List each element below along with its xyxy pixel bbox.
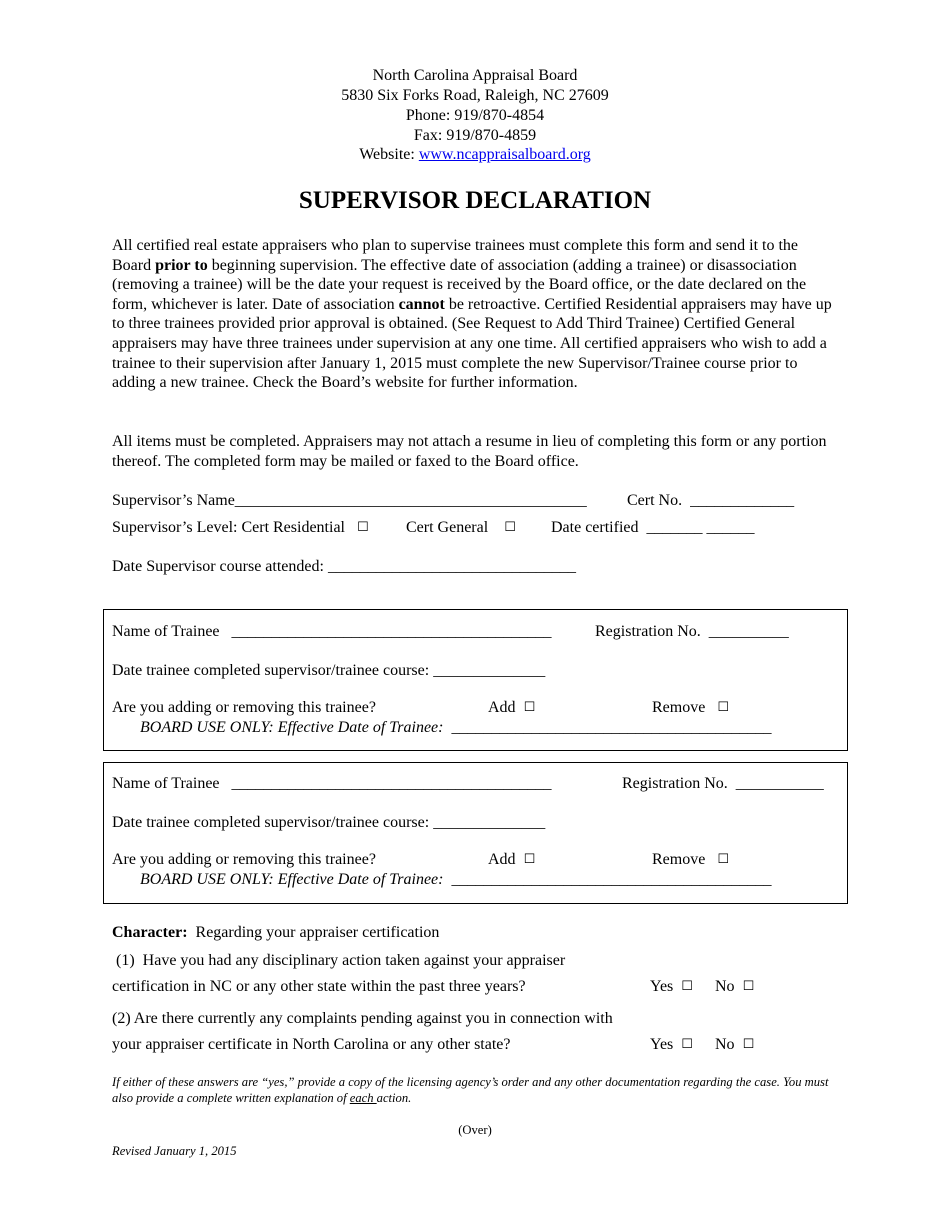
date-certified-label: Date certified <box>551 519 639 536</box>
board-use-label: BOARD USE ONLY: Effective Date of Trainee: <box>140 719 444 736</box>
note-text-1: If either of these answers are “yes,” provide a copy of the licensing agency’s order and any other documentation regarding the case. You must also provide a complete written explanation of <box>112 1075 829 1105</box>
question-1-yes-option[interactable] <box>650 977 693 997</box>
trainee-course-label: Date trainee completed supervisor/trainee course: <box>112 662 430 679</box>
question-2-yes-option[interactable] <box>650 1035 693 1055</box>
cert-residential-checkbox[interactable]: ☐ <box>357 520 369 535</box>
org-name: North Carolina Appraisal Board <box>372 67 578 84</box>
org-phone: Phone: 919/870-4854 <box>405 107 545 124</box>
supervisor-course-blank[interactable]: _______________________________ <box>327 558 576 575</box>
revised-date: Revised January 1, 2015 <box>112 1144 237 1158</box>
cert-general-label: Cert General <box>406 519 489 536</box>
trainee-2-remove-option[interactable] <box>652 850 729 870</box>
trainee-1-board-use <box>140 718 771 737</box>
question-2-line-1: (2) Are there currently any complaints pending against you in connection with <box>112 1010 613 1027</box>
character-label: Character: <box>112 924 188 941</box>
cert-residential-label: Supervisor’s Level: Cert Residential <box>112 519 345 536</box>
registration-label: Registration No. <box>595 623 701 640</box>
trainee-1-name-field[interactable] <box>112 622 552 641</box>
yes-answer-note <box>112 1074 836 1106</box>
remove-checkbox[interactable]: ☐ <box>717 700 729 715</box>
trainee-1-question: Are you adding or removing this trainee? <box>112 699 376 716</box>
cert-general-checkbox[interactable]: ☐ <box>504 520 516 535</box>
board-use-label: BOARD USE ONLY: Effective Date of Trainee: <box>140 871 444 888</box>
intro-text-3: be retroactive. Certified Residential appraisers may have up to three trainees provided prior approval is obtained. (See Request to Add Third Trainee) Certified General appraisers may have three trainees under supervision at any one time. All certified appraisers who wish to add a trainee to their supervision after January 1, 2015 must complete the new Supervisor/Trainee course prior to adding a new trainee. Check the Board’s website for further information. <box>112 295 832 392</box>
question-2-no-option[interactable] <box>715 1035 754 1055</box>
add-checkbox[interactable]: ☐ <box>523 700 536 715</box>
trainee-name-label: Name of Trainee <box>112 775 220 792</box>
trainee-name-label: Name of Trainee <box>112 623 220 640</box>
question-2-line-2: your appraiser certificate in North Carolina or any other state? <box>112 1036 511 1053</box>
website-link[interactable]: www.ncappraisalboard.org <box>418 146 591 163</box>
no-label: No <box>715 978 735 995</box>
trainee-course-blank[interactable]: ______________ <box>433 814 546 831</box>
supervisor-course-label: Date Supervisor course attended: <box>112 558 324 575</box>
supervisor-name-field[interactable] <box>112 491 587 510</box>
over-label: (Over) <box>458 1123 492 1137</box>
intro-paragraph <box>112 236 832 393</box>
supervisor-name-label: Supervisor’s Name <box>112 492 235 509</box>
intro-text-1: All certified real estate appraisers who plan to supervise trainees must complete this form and send it to the Board <box>112 237 799 274</box>
remove-checkbox[interactable]: ☐ <box>717 852 729 867</box>
yes-checkbox[interactable]: ☐ <box>681 1037 693 1052</box>
add-checkbox[interactable]: ☐ <box>523 852 536 867</box>
no-checkbox[interactable]: ☐ <box>742 1037 755 1052</box>
yes-checkbox[interactable]: ☐ <box>681 979 693 994</box>
intro-text-2: beginning supervision. The effective date of association (adding a trainee) or disassociation (removing a trainee) will be the date your request is received by the Board office, or the date declared on the form, whichever is later. Date of association <box>112 256 807 313</box>
supervisor-course-field[interactable] <box>112 557 576 576</box>
remove-label: Remove <box>652 699 706 716</box>
trainee-name-blank[interactable]: ________________________________________ <box>231 623 552 640</box>
board-use-blank: ________________________________________ <box>451 871 772 888</box>
intro-bold-cannot: cannot <box>398 295 445 313</box>
trainee-2-reg-field[interactable] <box>622 774 824 793</box>
trainee-name-blank[interactable]: ________________________________________ <box>231 775 552 792</box>
supervisor-level-general <box>406 518 516 538</box>
question-1-line-1: (1) Have you had any disciplinary action taken against your appraiser <box>112 952 566 969</box>
trainee-1-course-field[interactable] <box>112 661 545 680</box>
character-heading <box>112 923 439 942</box>
trainee-2-add-option[interactable] <box>488 850 535 870</box>
website-label: Website: <box>359 146 419 163</box>
cert-no-field[interactable] <box>627 491 794 510</box>
date-certified-field[interactable] <box>551 518 755 537</box>
yes-label: Yes <box>650 978 674 995</box>
no-label: No <box>715 1036 735 1053</box>
supervisor-level-residential <box>112 518 369 538</box>
question-1-line-2: certification in NC or any other state within the past three years? <box>112 978 526 995</box>
trainee-2-question: Are you adding or removing this trainee? <box>112 851 376 868</box>
add-label: Add <box>488 851 516 868</box>
trainee-2-board-use <box>140 870 771 889</box>
instructions-paragraph: All items must be completed. Appraisers may not attach a resume in lieu of completing this form or any portion thereof. The completed form may be mailed or faxed to the Board office. <box>112 433 827 470</box>
add-label: Add <box>488 699 516 716</box>
supervisor-name-blank[interactable]: ____________________________________________ <box>234 492 587 509</box>
trainee-course-label: Date trainee completed supervisor/trainee course: <box>112 814 430 831</box>
org-fax: Fax: 919/870-4859 <box>413 127 537 144</box>
character-subheading: Regarding your appraiser certification <box>187 924 440 941</box>
registration-blank[interactable]: ___________ <box>735 775 824 792</box>
trainee-1-remove-option[interactable] <box>652 698 729 718</box>
cert-no-label: Cert No. <box>627 492 683 509</box>
trainee-2-course-field[interactable] <box>112 813 545 832</box>
org-address: 5830 Six Forks Road, Raleigh, NC 27609 <box>341 87 609 104</box>
registration-label: Registration No. <box>622 775 728 792</box>
note-underlined: each <box>349 1091 377 1105</box>
date-certified-blank[interactable]: _______ ______ <box>646 519 755 536</box>
trainee-1-add-option[interactable] <box>488 698 535 718</box>
yes-label: Yes <box>650 1036 674 1053</box>
trainee-2-name-field[interactable] <box>112 774 552 793</box>
board-use-blank: ________________________________________ <box>451 719 772 736</box>
trainee-course-blank[interactable]: ______________ <box>433 662 546 679</box>
trainee-1-reg-field[interactable] <box>595 622 789 641</box>
no-checkbox[interactable]: ☐ <box>742 979 755 994</box>
org-website-line <box>0 145 950 164</box>
cert-no-blank[interactable]: _____________ <box>690 492 795 509</box>
note-text-2: action. <box>376 1091 412 1105</box>
remove-label: Remove <box>652 851 706 868</box>
intro-bold-prior-to: prior to <box>155 256 208 274</box>
page-title: SUPERVISOR DECLARATION <box>298 187 652 214</box>
question-1-no-option[interactable] <box>715 977 754 997</box>
registration-blank[interactable]: __________ <box>708 623 789 640</box>
